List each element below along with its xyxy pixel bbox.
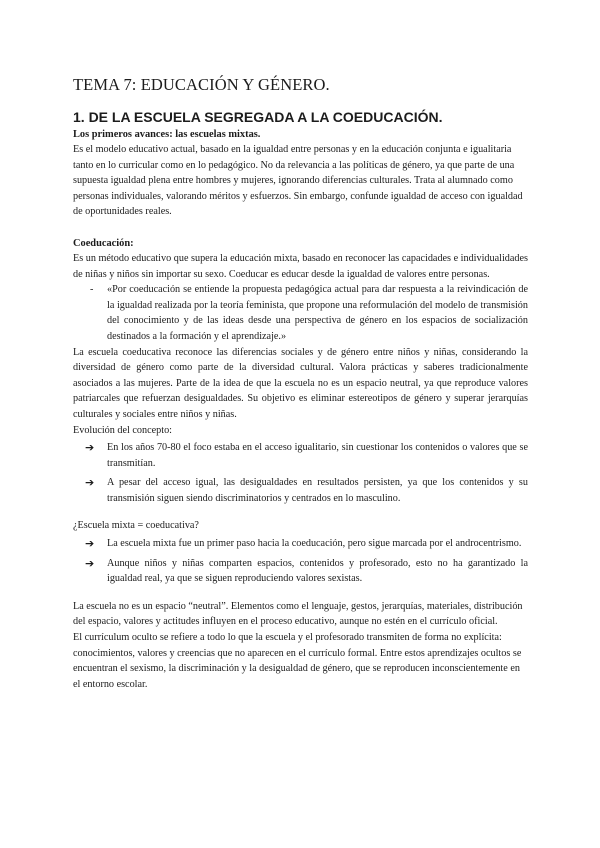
mixed-list: [73, 536, 528, 587]
evolution-list: [73, 440, 528, 506]
section-title: 1. DE LA ESCUELA SEGREGADA A LA COEDUCACIÓN.: [73, 109, 443, 125]
document-page: [73, 74, 528, 692]
coeducation-definition: Es un método educativo que supera la educación mixta, basado en reconocer las capacidades e individualidades de niñas y niños sin importar su sexo. Coeducar es educar desde la igualdad de valores entre personas.: [73, 252, 528, 280]
arrow-right-icon: ➔: [85, 537, 95, 551]
neutral-school-paragraph: La escuela no es un espacio “neutral”. Elementos como el lenguaje, gestos, jerarquías, materiales, distribución del espacio, valores y actitudes influyen en el proceso educativo, aunque no estén en el currículo oficial.: [73, 600, 523, 628]
quote-text: «Por coeducación se entiende la propuesta pedagógica actual para dar respuesta a la reivindicación de la igualdad realizada por la teoría feminista, que propone una reformulación del modelo de transmisión del conocimiento y de las ideas desde una perspectiva de género en los espacios de socialización destinados a la formación y el aprendizaje.»: [107, 284, 528, 342]
subheading-coeducation: Coeducación:: [73, 237, 134, 249]
subheading-mixed-schools: Los primeros avances: las escuelas mixtas.: [73, 129, 261, 140]
quote-list: [73, 282, 528, 344]
evolution-label: Evolución del concepto:: [73, 424, 173, 436]
hidden-curriculum-paragraph: El currículum oculto se refiere a todo lo que la escuela y el profesorado transmiten de forma no explícita: conocimientos, valores y creencias que no aparecen en el currículo formal. Entre estos aprendizajes ocultos se encuentran el sexismo, la discriminación y la desigualdad de género, que se reproducen inconscientemente en el entorno escolar.: [73, 632, 522, 690]
document-title: TEMA 7: EDUCACIÓN Y GÉNERO.: [73, 75, 330, 94]
dash-icon: -: [90, 284, 94, 296]
list-item-text: En los años 70-80 el foco estaba en el acceso igualitario, sin cuestionar los contenidos o valores que se transmitían.: [107, 442, 528, 469]
intro-paragraph: Es el modelo educativo actual, basado en la igualdad entre personas y en la educación conjunta e igualitaria tanto en lo curricular como en lo pedagógico. No da relevancia a las políticas de género, ya que parte de una supuesta igualdad plena entre hombres y mujeres, ignorando diferencias culturales. Trata al alumnado como personas individuales, valorando méritos y esfuerzos. Sin embargo, confunde igualdad de acceso con igualdad de oportunidades reales.: [73, 144, 523, 218]
list-item-text: Aunque niños y niñas comparten espacios, contenidos y profesorado, esto no ha garantizado la igualdad real, ya que se siguen reproduciendo valores sexistas.: [107, 557, 528, 585]
arrow-right-icon: ➔: [85, 556, 95, 570]
list-item: [85, 536, 528, 552]
list-item: [85, 440, 528, 471]
mixed-question: ¿Escuela mixta = coeducativa?: [73, 520, 199, 532]
list-item-text: La escuela mixta fue un primer paso hacia la coeducación, pero sigue marcada por el androcentrismo.: [107, 538, 522, 550]
list-item: [85, 475, 528, 506]
list-item: [85, 556, 528, 587]
arrow-right-icon: ➔: [85, 441, 95, 455]
coeducation-description: La escuela coeducativa reconoce las diferencias sociales y de género entre niños y niñas, considerando la diversidad de género como parte de la diversidad cultural. Valora prácticas y saberes tradicionalmente asociados a las mujeres. Parte de la idea de que la escuela no es un espacio neutral, ya que reproduce valores patriarcales que refuerzan desigualdades. Su objetivo es eliminar estereotipos de género y superar jerarquías culturales y sociales entre niños y niñas.: [73, 346, 528, 420]
list-item: [90, 282, 528, 344]
list-item-text: A pesar del acceso igual, las desigualdades en resultados persisten, ya que los contenidos y su transmisión siguen siendo discriminatorios y centrados en lo masculino.: [107, 477, 528, 504]
arrow-right-icon: ➔: [85, 476, 95, 490]
